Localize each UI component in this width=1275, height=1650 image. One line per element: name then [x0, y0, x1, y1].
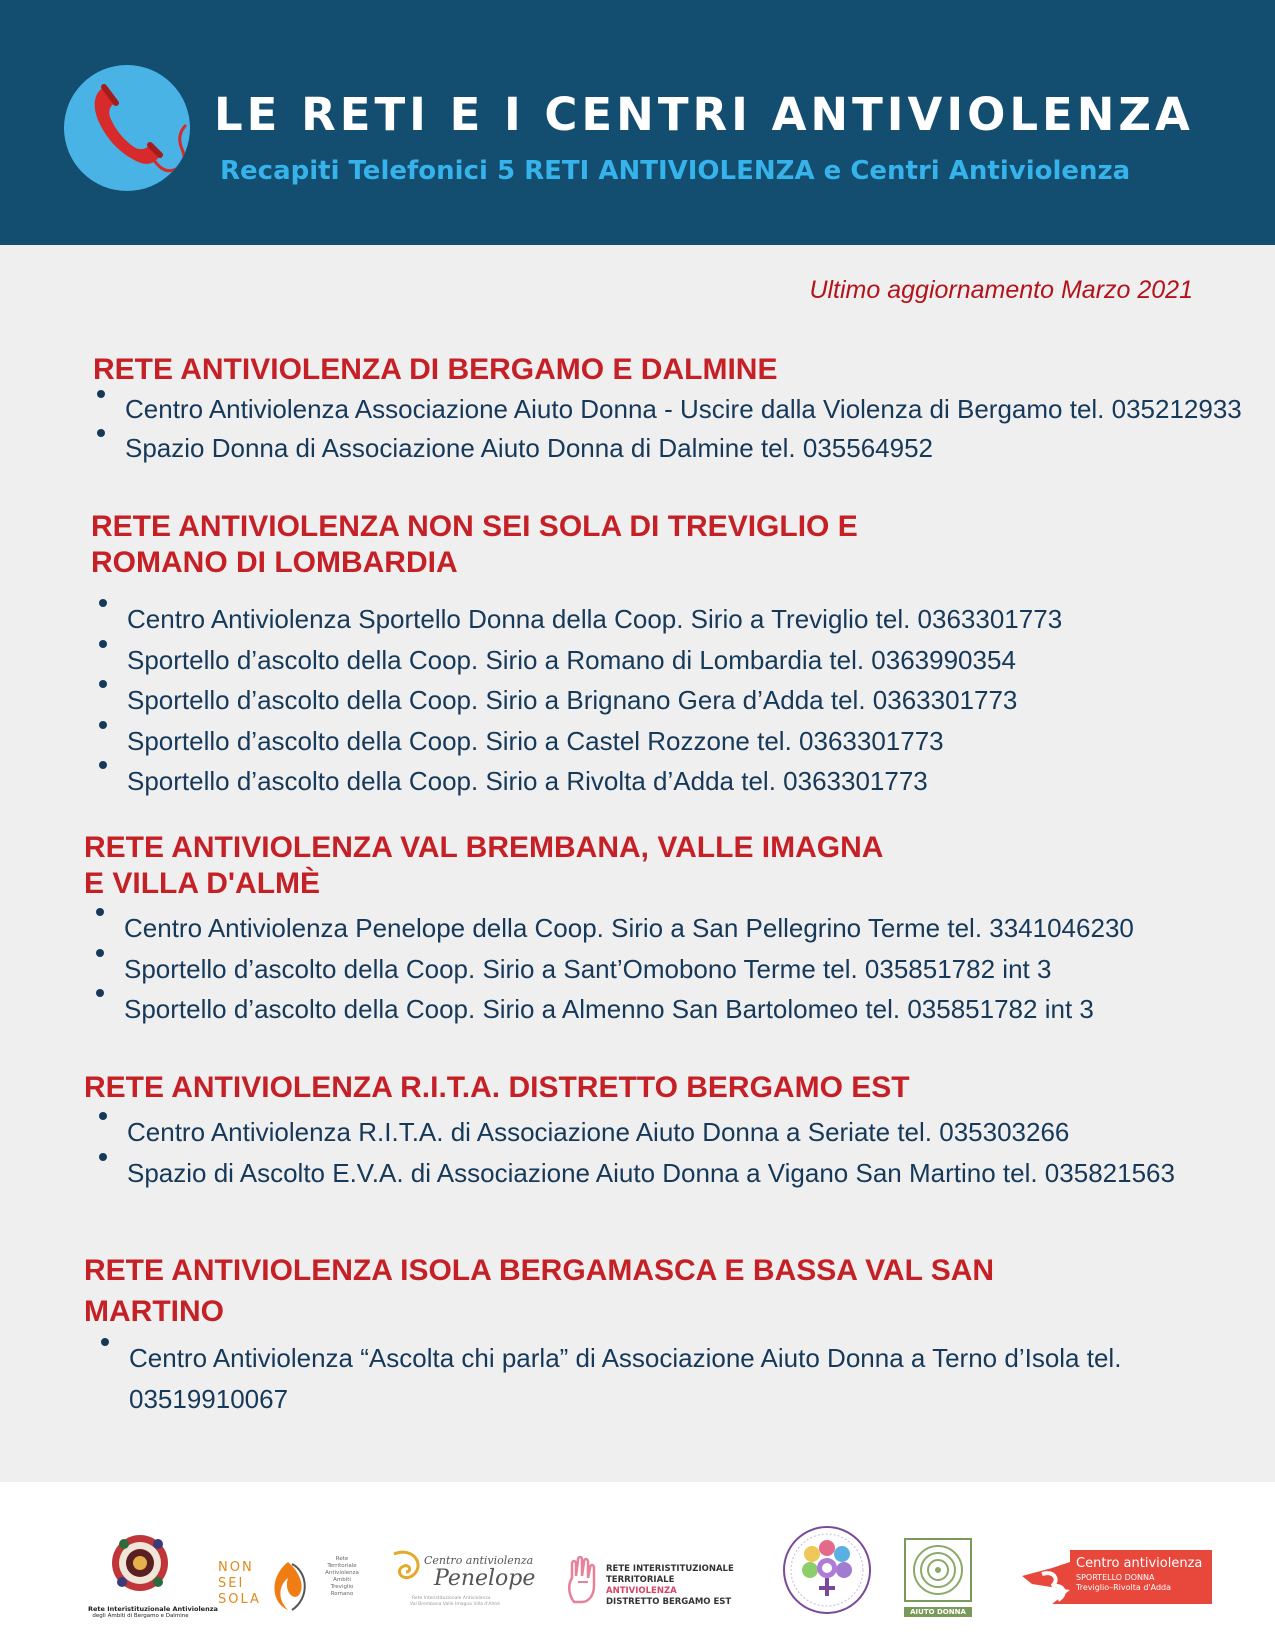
- flame-icon: [262, 1558, 314, 1614]
- logo-sportello-donna: Centro antiviolenza SPORTELLO DONNA Treviglio–Rivolta d'Adda: [1012, 1550, 1212, 1606]
- section-title: RETE ANTIVIOLENZA R.I.T.A. DISTRETTO BERGAMO EST: [84, 1071, 910, 1104]
- section-rita-bergamo-est: [84, 1070, 1175, 1194]
- list-item: Sportello d’ascolto della Coop. Sirio a Almenno San Bartolomeo tel. 035851782 int 3: [88, 989, 1134, 1030]
- logo-penelope: Centro antiviolenza Penelope Rete Interistituzionale Antiviolenza Val Brembana Valle Imagna Villa d'Almè: [384, 1540, 534, 1620]
- list-item: Sportello d’ascolto della Coop. Sirio a Rivolta d’Adda tel. 0363301773: [91, 761, 1062, 802]
- section-title: RETE ANTIVIOLENZA NON SEI SOLA DI TREVIGLIO E ROMANO DI LOMBARDIA: [91, 510, 858, 579]
- list-item: Centro Antiviolenza Associazione Aiuto Donna - Uscire dalla Violenza di Bergamo tel. 035212933: [89, 390, 1242, 429]
- list-item: Centro Antiviolenza Penelope della Coop. Sirio a San Pellegrino Terme tel. 3341046230: [88, 908, 1134, 949]
- logo-isola-bergamasca: [782, 1522, 872, 1618]
- logo-non-sei-sola: NON SEI SOLA Rete Territoriale Antiviolenza Ambiti Treviglio Romano: [216, 1550, 366, 1620]
- list-item: Spazio Donna di Associazione Aiuto Donna di Dalmine tel. 035564952: [89, 429, 1242, 468]
- list-item: Centro Antiviolenza Sportello Donna della Coop. Sirio a Treviglio tel. 0363301773: [91, 599, 1062, 640]
- list-item: Sportello d’ascolto della Coop. Sirio a Sant’Omobono Terme tel. 035851782 int 3: [88, 949, 1134, 990]
- list-item: Spazio di Ascolto E.V.A. di Associazione Aiuto Donna a Vigano San Martino tel. 035821563: [91, 1153, 1175, 1194]
- page-title: LE RETI E I CENTRI ANTIVIOLENZA: [214, 88, 1194, 141]
- labyrinth-icon: [904, 1538, 972, 1602]
- hand-icon: [564, 1556, 602, 1606]
- contact-list: [93, 390, 1246, 468]
- contact-list: [84, 1338, 1122, 1419]
- section-bergamo-dalmine: [93, 352, 1246, 468]
- section-title: RETE ANTIVIOLENZA DI BERGAMO E DALMINE: [93, 353, 778, 386]
- logo-rita-bergamo-est: RETE INTERISTITUZIONALE TERRITORIALE ANTIVIOLENZA DISTRETTO BERGAMO EST: [564, 1552, 744, 1612]
- logo-aiuto-donna: AIUTO DONNA: [904, 1538, 972, 1614]
- section-isola-bergamasca: [84, 1250, 1122, 1419]
- spiral-icon: [384, 1546, 430, 1592]
- section-treviglio-romano: [91, 509, 1062, 802]
- mandala-icon: [88, 1532, 193, 1594]
- list-item: Centro Antiviolenza R.I.T.A. di Associazione Aiuto Donna a Seriate tel. 035303266: [91, 1112, 1175, 1153]
- header-banner: [0, 0, 1275, 245]
- contact-list: [84, 1112, 1175, 1194]
- section-title: RETE ANTIVIOLENZA ISOLA BERGAMASCA E BASSA VAL SAN MARTINO: [84, 1254, 995, 1328]
- telephone-icon: [64, 65, 190, 191]
- list-item: Sportello d’ascolto della Coop. Sirio a Romano di Lombardia tel. 0363990354: [91, 640, 1062, 681]
- section-val-brembana: [84, 830, 1134, 1030]
- tree-circle-icon: [782, 1522, 872, 1618]
- list-item: Centro Antiviolenza “Ascolta chi parla” di Associazione Aiuto Donna a Terno d’Isola tel. 03519910067: [93, 1338, 1121, 1419]
- logo-rete-bergamo-dalmine: Rete Interistituzionale Antiviolenza degli Ambiti di Bergamo e Dalmine: [88, 1532, 193, 1632]
- list-item: Sportello d’ascolto della Coop. Sirio a Brignano Gera d’Adda tel. 0363301773: [91, 680, 1062, 721]
- last-updated: Ultimo aggiornamento Marzo 2021: [809, 276, 1193, 304]
- page-subtitle: Recapiti Telefonici 5 RETI ANTIVIOLENZA e Centri Antiviolenza: [220, 156, 1131, 186]
- list-item: Sportello d’ascolto della Coop. Sirio a Castel Rozzone tel. 0363301773: [91, 721, 1062, 762]
- footer-logos: [0, 1482, 1275, 1650]
- section-title: RETE ANTIVIOLENZA VAL BREMBANA, VALLE IMAGNA E VILLA D'ALMÈ: [84, 831, 884, 900]
- contact-list: [91, 599, 1062, 802]
- contact-list: [84, 908, 1134, 1030]
